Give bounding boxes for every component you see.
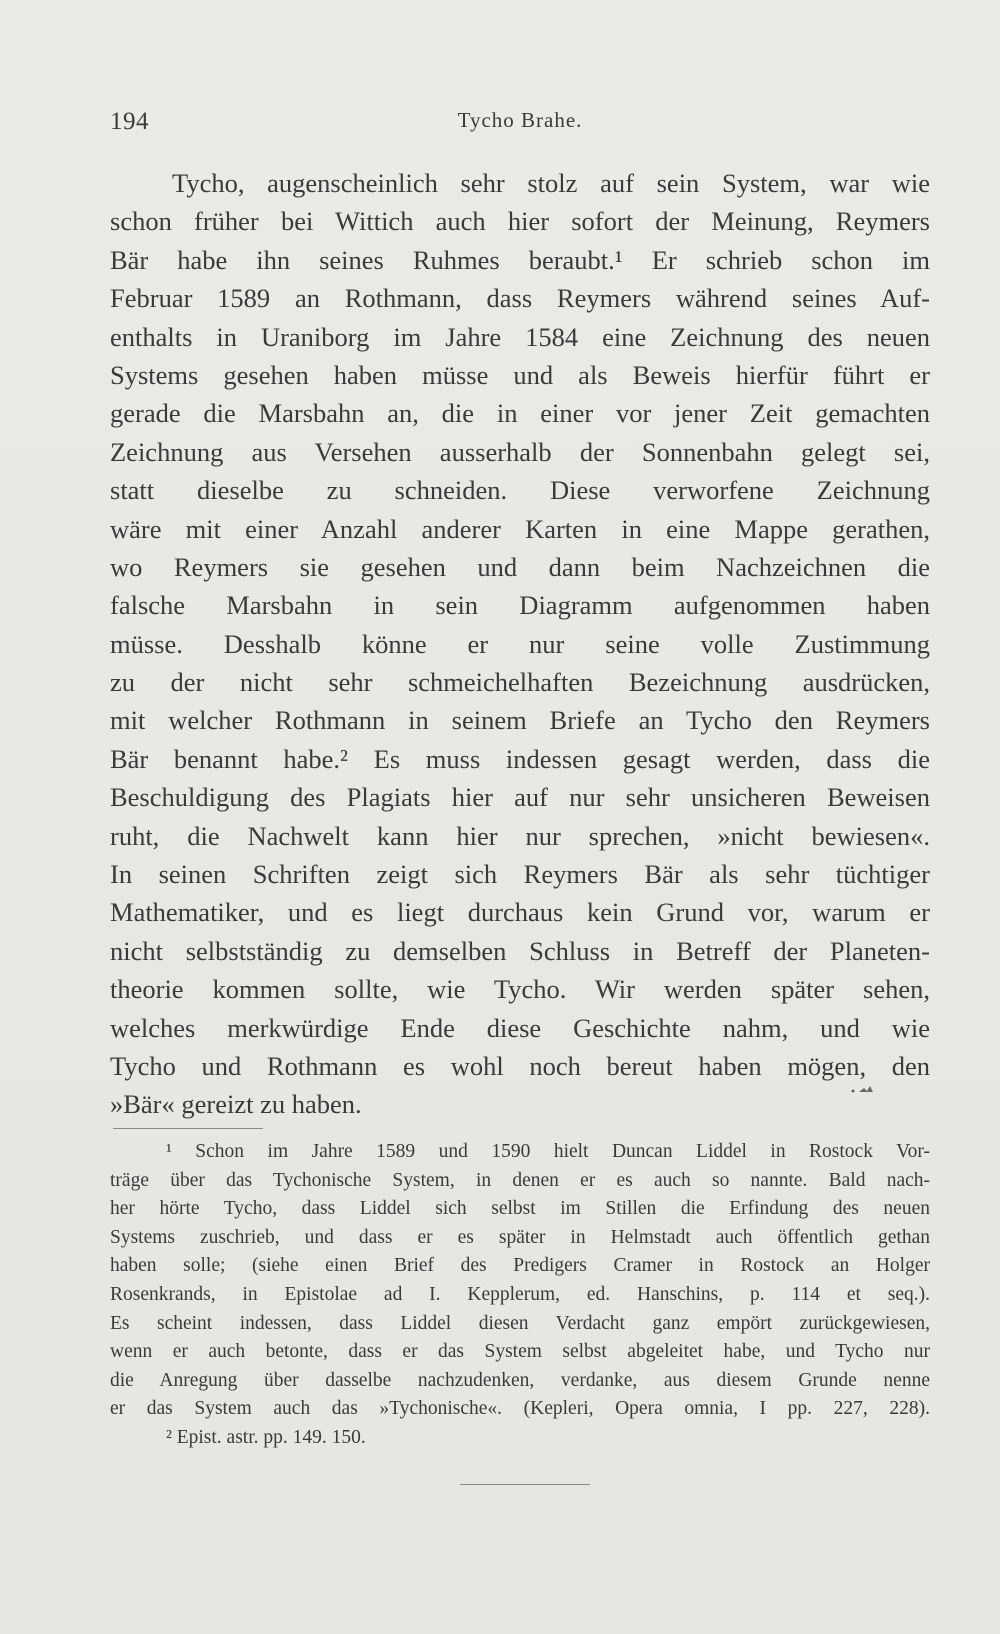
text-line: statt dieselbe zu schneiden. Diese verworfene Zeichnung: [110, 475, 930, 506]
footnotes: [110, 1138, 930, 1453]
text-line: Zeichnung aus Versehen ausserhalb der Sonnenbahn gelegt sei,: [110, 436, 930, 467]
text-line: falsche Marsbahn in sein Diagramm aufgenommen haben: [110, 590, 930, 621]
footnote-line: Es scheint indessen, dass Liddel diesen Verdacht ganz empört zurückgewiesen,: [110, 1312, 930, 1334]
text-line: müsse. Desshalb könne er nur seine volle Zustimmung: [110, 628, 930, 659]
end-rule: [460, 1484, 590, 1485]
ink-smudge-mark: [850, 1082, 876, 1096]
text-line: Systems gesehen haben müsse und als Beweis hierfür führt er: [110, 359, 930, 390]
page-header: [110, 104, 930, 144]
text-line: welches merkwürdige Ende diese Geschichte nahm, und wie: [110, 1012, 930, 1043]
text-line: schon früher bei Wittich auch hier sofort der Meinung, Reymers: [110, 206, 930, 237]
footnote-line: wenn er auch betonte, dass er das System selbst abgeleitet habe, und Tycho nur: [110, 1341, 930, 1363]
footnote-line: die Anregung über dasselbe nachzudenken, verdanke, aus diesem Grunde nenne: [110, 1369, 930, 1391]
text-line: wo Reymers sie gesehen und dann beim Nachzeichnen die: [110, 551, 930, 582]
text-line: gerade die Marsbahn an, die in einer vor jener Zeit gemachten: [110, 398, 930, 429]
text-line: ruht, die Nachwelt kann hier nur sprechen, »nicht bewiesen«.: [110, 820, 930, 851]
text-line: Tycho, augenscheinlich sehr stolz auf sein System, war wie: [172, 168, 930, 198]
running-title: Tycho Brahe.: [457, 108, 583, 132]
footnote-2: ² Epist. astr. pp. 149. 150.: [166, 1426, 366, 1448]
text-line: Tycho und Rothmann es wohl noch bereut haben mögen, den: [110, 1050, 930, 1081]
text-line: Mathematiker, und es liegt durchaus kein Grund vor, warum er: [110, 897, 930, 928]
footnote-line: Systems zuschrieb, und dass er es später in Helmstadt auch öffentlich gethan: [110, 1226, 930, 1248]
footnote-line: haben solle; (siehe einen Brief des Predigers Cramer in Rostock an Holger: [110, 1255, 930, 1277]
footnote-line: er das System auch das »Tychonische«. (Kepleri, Opera omnia, I pp. 227, 228).: [110, 1398, 930, 1420]
footnote-line: ¹ Schon im Jahre 1589 und 1590 hielt Duncan Liddel in Rostock Vor-: [166, 1141, 930, 1162]
text-line: theorie kommen sollte, wie Tycho. Wir werden später sehen,: [110, 974, 930, 1005]
page-number: 194: [110, 108, 149, 135]
text-line: zu der nicht sehr schmeichelhaften Bezeichnung ausdrücken,: [110, 667, 930, 698]
footnote-line: Rosenkrands, in Epistolae ad I. Kepplerum, ed. Hanschins, p. 114 et seq.).: [110, 1283, 930, 1305]
footnote-line: träge über das Tychonische System, in denen er es auch so nannte. Bald nach-: [110, 1169, 930, 1191]
text-line: In seinen Schriften zeigt sich Reymers Bär als sehr tüchtiger: [110, 859, 930, 890]
text-line: »Bär« gereizt zu haben.: [110, 1089, 362, 1120]
text-line: Bär habe ihn seines Ruhmes beraubt.¹ Er schrieb schon im: [110, 244, 930, 275]
footnote-line: her hörte Tycho, dass Liddel sich selbst im Stillen die Erfindung des neuen: [110, 1198, 930, 1220]
text-line: nicht selbstständig zu demselben Schluss in Betreff der Planeten-: [110, 935, 930, 966]
footnote-separator: [113, 1128, 263, 1129]
text-line: enthalts in Uraniborg im Jahre 1584 eine Zeichnung des neuen: [110, 321, 930, 352]
text-line: Februar 1589 an Rothmann, dass Reymers während seines Auf-: [110, 283, 930, 314]
text-line: mit welcher Rothmann in seinem Briefe an Tycho den Reymers: [110, 705, 930, 736]
text-line: Bär benannt habe.² Es muss indessen gesagt werden, dass die: [110, 743, 930, 774]
main-text: [110, 164, 930, 1124]
text-line: Beschuldigung des Plagiats hier auf nur sehr unsicheren Beweisen: [110, 782, 930, 813]
text-line: wäre mit einer Anzahl anderer Karten in eine Mappe gerathen,: [110, 513, 930, 544]
